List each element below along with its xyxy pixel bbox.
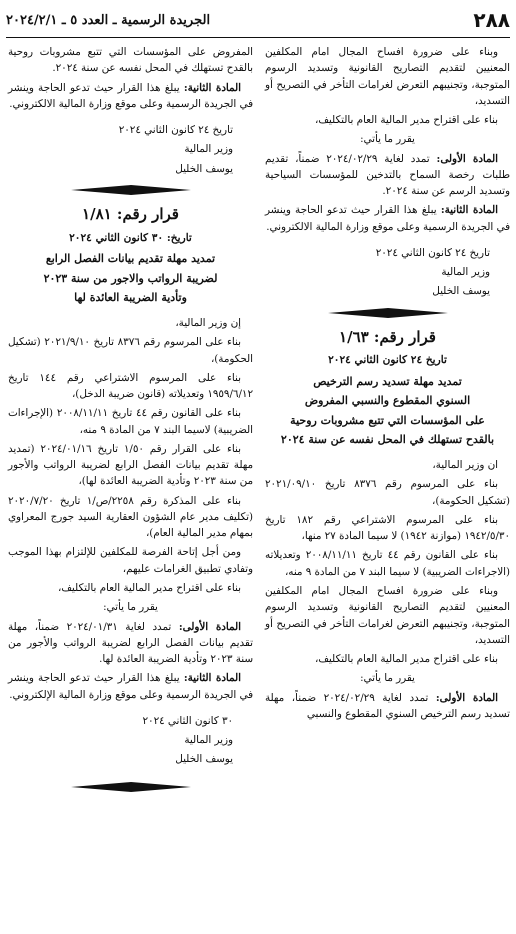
signature-name: يوسف الخليل (175, 753, 233, 766)
decree-formula: يقرر ما يأتي: (103, 601, 158, 614)
signature-title: وزير المالية (184, 734, 233, 747)
left-column (8, 44, 253, 800)
article-text: يبلغ هذا القرار حيث تدعو الحاجة وينشر في الجريدة الرسمية وعلى موقع وزارة المالية الإلكتروني. (8, 672, 253, 701)
signature-name: يوسف الخليل (175, 162, 233, 175)
signature-name: يوسف الخليل (432, 285, 490, 298)
article-label: المادة الأولى: (435, 691, 498, 704)
subject-line: السنوي المقطوع والنسبي المفروض (304, 394, 471, 408)
signature-block (8, 122, 253, 177)
subject-line: وتأدية الضريبة العائدة لها (74, 290, 187, 304)
paragraph: بناء على المرسوم الاشتراعي رقم ١٨٢ تاريخ ١٩٤٢/٥/٣٠ (موازنة ١٩٤٢) لا سيما المادة ٢٧ منها، (265, 513, 510, 543)
article-1 (265, 151, 510, 200)
paragraph: ان وزير المالية، (432, 459, 498, 472)
signature-block (8, 713, 253, 768)
article-1 (265, 690, 510, 723)
decision-subject (8, 249, 253, 307)
page-number: ٢٨٨ (473, 8, 510, 32)
running-title: الجريدة الرسمية ـ العدد ٥ ـ ٢٠٢٤/٢/١ (6, 12, 211, 28)
article-2 (8, 80, 253, 113)
right-column (265, 44, 510, 800)
decision-number: قرار رقم: ١/٦٣ (339, 327, 436, 346)
decision-subject (265, 372, 510, 449)
signature-date: تاريخ ٢٤ كانون الثاني ٢٠٢٤ (375, 246, 490, 259)
decision-date: تاريخ: ٣٠ كانون الثاني ٢٠٢٤ (69, 231, 192, 244)
decree-formula: يقرر ما يأتي: (360, 672, 415, 685)
paragraph: بناء على المرسوم الاشتراعي رقم ١٤٤ تاريخ ١٩٥٩/٦/١٢ وتعديلاته (قانون ضريبة الدخل)، (8, 371, 253, 401)
article-2 (265, 202, 510, 235)
paragraph: بناء على القرار رقم ١/٥٠ تاريخ ٢٠٢٤/٠١/١٦ (تمديد مهلة تقديم بيانات الفصل الرابع لضريبة الرواتب والأجور من سنة ٢٠٢٣ وتأدية الضريبة العائدة لها)، (8, 442, 253, 488)
paragraph: بناء على المرسوم رقم ٨٣٧٦ تاريخ ٢٠٢١/٠٩/١٠ (تشكيل الحكومة)، (265, 478, 510, 507)
article-label: المادة الأولى: (436, 152, 499, 165)
paragraph: وبناء على ضرورة افساح المجال امام المكلفين المعنيين لتقديم التصاريح القانونية وتسديد الرسوم المتوجبة، وتجنيبهم التعرض لغرامات التأخر في التصريح أو التسديد، (265, 585, 510, 646)
section-divider (8, 185, 253, 195)
subject-line: تمديد مهلة تسديد رسم الترخيص (313, 375, 462, 389)
article-label: المادة الثانية: (183, 81, 241, 94)
article-2 (8, 670, 253, 703)
section-divider (8, 782, 253, 792)
article-text: يبلغ هذا القرار حيث تدعو الحاجة وينشر في الجريدة الرسمية وعلى موقع وزارة المالية الالكتروني. (265, 204, 510, 233)
section-divider (265, 308, 510, 318)
article-label: المادة الثانية: (440, 204, 498, 217)
subject-line: بالقدح تستهلك في المحل نفسه عن سنة ٢٠٢٤ (280, 432, 495, 446)
article-text: يبلغ هذا القرار حيث تدعو الحاجة وينشر في الجريدة الرسمية وعلى موقع وزارة المالية الالكتروني. (8, 81, 253, 110)
paragraph: وبناء على ضرورة افساح المجال امام المكلفين المعنيين لتقديم التصاريح القانونية وتسديد الرسوم المتوجبة، وتجنيبهم التعرض لغرامات التأخر في التصريح أو التسديد، (265, 46, 510, 107)
subject-line: تمديد مهلة تقديم بيانات الفصل الرابع (45, 252, 216, 266)
article-label: المادة الأولى: (178, 620, 241, 633)
subject-line: على المؤسسات التي تتبع مشروبات روحية (290, 413, 485, 427)
signature-date: تاريخ ٢٤ كانون الثاني ٢٠٢٤ (118, 124, 233, 137)
paragraph: بناء على اقتراح مدير المالية العام بالتكليف، (314, 114, 498, 127)
signature-block (265, 245, 510, 300)
divider-ornament-icon (328, 308, 448, 318)
paragraph: بناء على المرسوم رقم ٨٣٧٦ تاريخ ٢٠٢١/٩/١٠ (تشكيل الحكومة)، (8, 336, 253, 365)
article-text: تمدد لغاية ٢٠٢٤/٠١/٣١ ضمناً، مهلة تقديم بيانات الفصل الرابع لضريبة الرواتب والأجور من سنة ٢٠٢٣ وتأدية الضريبة العائدة لها. (8, 620, 253, 666)
paragraph: ومن أجل إتاحة الفرصة للمكلفين للإلتزام بهذا الموجب وتفادي تطبيق الغرامات عليهم، (8, 546, 253, 575)
page-header (6, 8, 510, 38)
decision-number: قرار رقم: ١/٨١ (82, 204, 179, 223)
paragraph: إن وزير المالية، (175, 317, 241, 330)
decree-formula: يقرر ما يأتي: (360, 133, 415, 146)
article-label: المادة الثانية: (183, 672, 241, 685)
signature-title: وزير المالية (184, 143, 233, 156)
article-text: تمدد لغاية ٢٠٢٤/٠٢/٢٩ ضمناً، مهلة تسديد رسم الترخيص السنوي المقطوع والنسبي (265, 691, 510, 720)
paragraph: المفروض على المؤسسات التي تتبع مشروبات روحية بالقدح تستهلك في المحل نفسه عن سنة ٢٠٢٤. (8, 46, 253, 75)
paragraph: بناء على اقتراح مدير المالية العام بالتكليف، (314, 653, 498, 666)
article-1 (8, 619, 253, 668)
divider-ornament-icon (71, 185, 191, 195)
paragraph: بناء على القانون رقم ٤٤ تاريخ ٢٠٠٨/١١/١١ وتعديلاته (الاجراءات الضريبية) لا سيما البند ٧ من المادة ٩ منه، (265, 549, 510, 578)
paragraph: بناء على المذكرة رقم ٢٢٥٨/ص/١ تاريخ ٢٠٢٠/٧/٢٠ (تكليف مدير عام الشؤون العقارية السيد جورج المعراوي بمهام مدير المالية العام)، (8, 494, 253, 540)
subject-line: لضريبة الرواتب والاجور من سنة ٢٠٢٣ (43, 271, 218, 285)
article-text: تمدد لغاية ٢٠٢٤/٠٢/٢٩ ضمناً، تقديم طلبات رخصة السماح بالتدخين للمؤسسات السياحية وتسديد الرسم عن سنة ٢٠٢٤. (265, 152, 510, 198)
columns (6, 44, 510, 800)
paragraph: بناء على اقتراح مدير المالية العام بالتكليف، (57, 582, 241, 595)
signature-date: ٣٠ كانون الثاني ٢٠٢٤ (142, 714, 233, 727)
divider-ornament-icon (71, 782, 191, 792)
signature-title: وزير المالية (441, 266, 490, 279)
paragraph: بناء على القانون رقم ٤٤ تاريخ ٢٠٠٨/١١/١١ (الإجراءات الضريبية) لاسيما البند ٧ من المادة ٩ منه، (8, 407, 253, 436)
decision-date: تاريخ ٢٤ كانون الثاني ٢٠٢٤ (328, 354, 447, 367)
